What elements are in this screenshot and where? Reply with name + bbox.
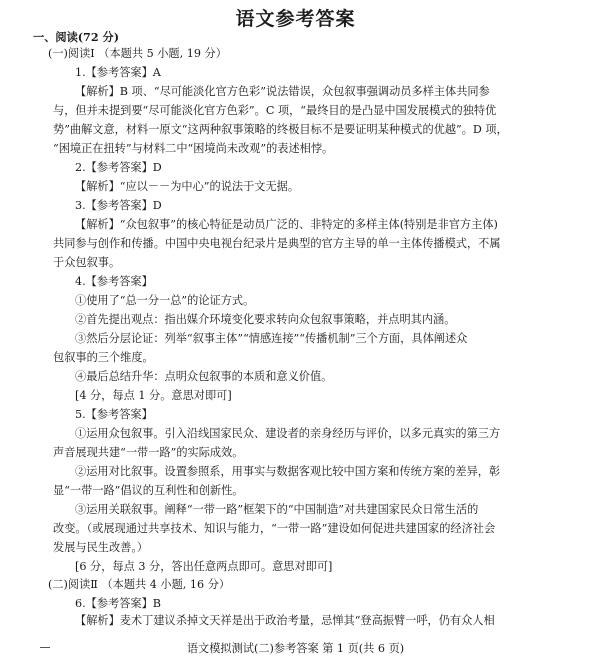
q5-point: 声音展现共建“一带一路”的实际成效。 — [53, 446, 244, 459]
q3-analysis-line: 于众包叙事。 — [53, 256, 121, 269]
q5-point: ①运用众包叙事。引入沿线国家民众、建设者的亲身经历与评价，以多元真实的第三方 — [75, 427, 501, 440]
q1-analysis-line: “困境正在扭转”与材料二中“困境尚未改观”的表述相悖。 — [53, 142, 334, 155]
q5-point: ③运用关联叙事。阐释“一带一路”框架下的“中国制造”对共建国家民众日常生活的 — [75, 503, 479, 516]
part1-header: (一)阅读Ⅰ （本题共 5 小题, 19 分） — [48, 47, 227, 60]
q4-point: ①使用了“总一分一总”的论证方式。 — [75, 294, 255, 307]
section-heading: 一、阅读(72 分) — [33, 30, 119, 44]
q4-point: ④最后总结升华：点明众包叙事的本质和意义价值。 — [75, 370, 333, 383]
page-title: 语文参考答案 — [235, 8, 356, 30]
q3-analysis-line: 【解析】“众包叙事”的核心特征是动员广泛的、非特定的多样主体(特别是非官方主体) — [75, 218, 498, 231]
page-footer: 语文模拟测试(二)参考答案 第 1 页(共 6 页) — [186, 642, 405, 655]
q5-point: 显“一带一路”倡议的互利性和创新性。 — [53, 484, 244, 497]
q4-point: 包叙事的三个维度。 — [53, 351, 154, 364]
q4-answer: 4.【参考答案】 — [75, 275, 153, 288]
q1-analysis-line: 势”曲解文意，材料一原文“这两种叙事策略的终极目标不是要证明某种模式的优越”。D 项， — [53, 123, 508, 136]
q1-analysis-line: 【解析】B 项、“尽可能淡化官方色彩”说法错误，众包叙事强调动员多样主体共同参 — [75, 85, 490, 98]
q4-scoring-note: [4 分，每点 1 分。意思对即可] — [75, 389, 232, 402]
q1-answer: 1.【参考答案】A — [75, 66, 161, 79]
q2-answer: 2.【参考答案】D — [75, 161, 162, 174]
q6-analysis-line: 【解析】麦术丁建议杀掉文天祥是出于政治考量，忌惮其“登高振臂一呼，仍有众人相 — [75, 614, 495, 627]
q3-analysis-line: 共同参与创作和传播。中国中央电视台纪录片是典型的官方主导的单一主体传播模式，不属 — [53, 237, 501, 250]
q4-point: ②首先提出观点：指出媒介环境变化要求转向众包叙事策略，并点明其内涵。 — [75, 313, 456, 326]
q5-point: 改变。（或展现通过共享技术、知识与能力，“一带一路”建设如何促进共建国家的经济社会 — [53, 522, 496, 535]
q5-answer: 5.【参考答案】 — [75, 408, 153, 421]
part2-header: (二)阅读Ⅱ （本题共 4 小题, 16 分） — [48, 578, 231, 591]
q1-analysis-line: 与，但并未提到要“尽可能淡化官方色彩”。C 项，“最终目的是凸显中国发展模式的独特优 — [53, 104, 497, 117]
q2-analysis-line: 【解析】“应以－－为中心”的说法于文无据。 — [75, 180, 300, 193]
q5-point: 发展与民生改善。） — [53, 541, 149, 554]
q5-point: ②运用对比叙事。设置参照系，用事实与数据客观比较中国方案和传统方案的差异，彰 — [75, 465, 501, 478]
q3-answer: 3.【参考答案】D — [75, 199, 162, 212]
q5-scoring-note: [6 分，每点 3 分，答出任意两点即可。意思对即可] — [75, 560, 333, 573]
q4-point: ③然后分层论证：列举“叙事主体”“情感连接”“传播机制”三个方面，具体阐述众 — [75, 332, 468, 345]
q6-answer: 6.【参考答案】B — [75, 597, 162, 610]
